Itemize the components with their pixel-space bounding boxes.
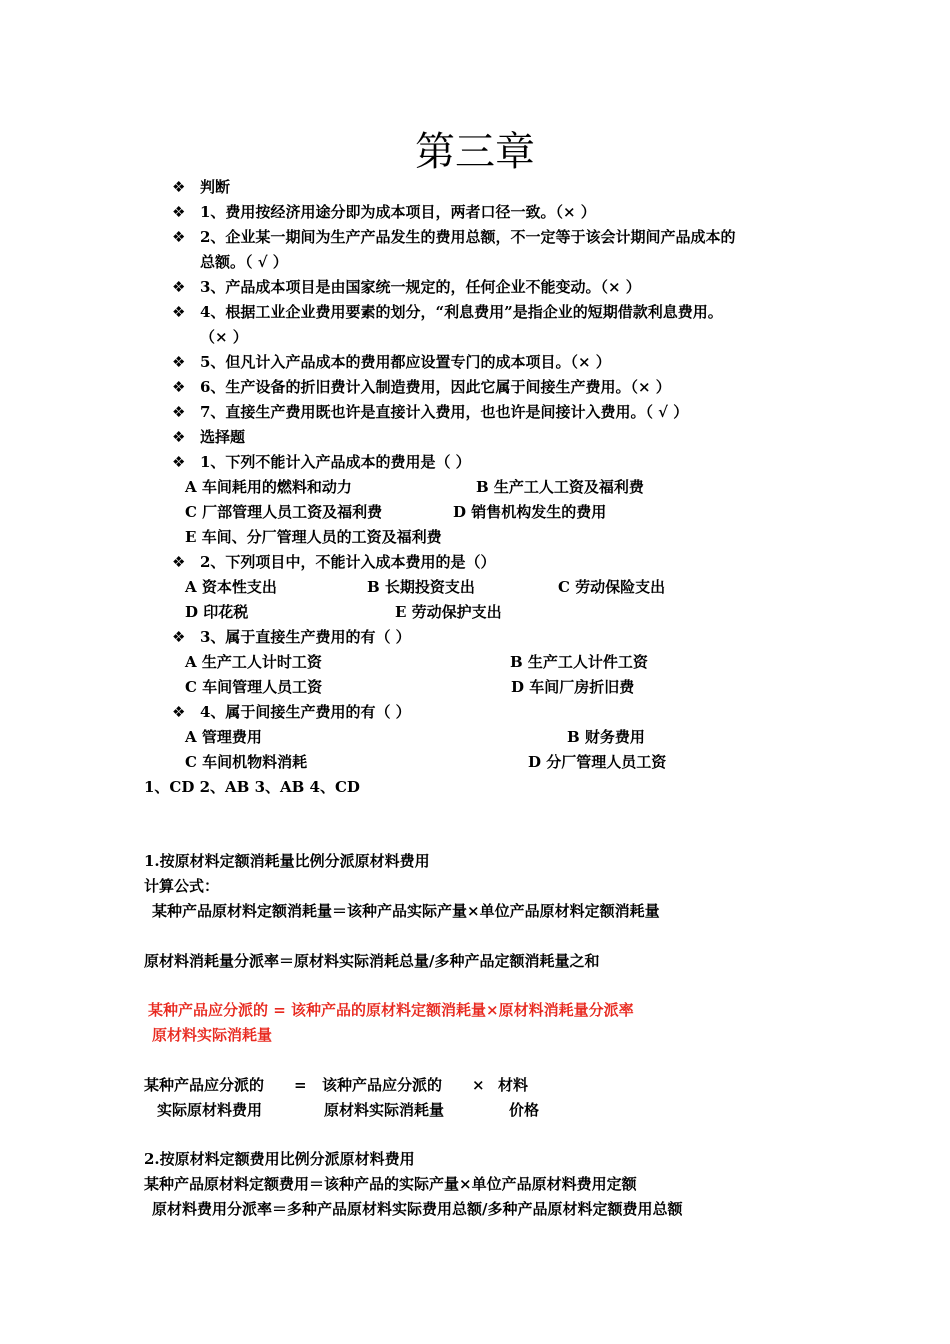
choice-option: B 生产工人工资及福利费 <box>476 478 644 496</box>
choice-question: 4、属于间接生产费用的有（ ） <box>200 703 411 721</box>
formula-line: 某种产品原材料定额消耗量＝该种产品实际产量×单位产品原材料定额消耗量 <box>152 902 660 920</box>
choice-question: 2、下列项目中，不能计入成本费用的是（） <box>200 553 496 571</box>
choice-option: C 车间机物料消耗 <box>185 753 308 771</box>
judgement-item: 5、但凡计入产品成本的费用都应设置专门的成本项目。（× ） <box>200 353 611 371</box>
formula-term: 原材料实际消耗量 <box>324 1101 445 1119</box>
bullet-icon: ❖ <box>172 428 186 446</box>
bullet-icon: ❖ <box>172 303 186 321</box>
formula-term: 某种产品应分派的 <box>144 1076 265 1094</box>
choice-option: C 厂部管理人员工资及福利费 <box>185 503 383 521</box>
bullet-icon: ❖ <box>172 228 186 246</box>
formula-operator: × <box>472 1076 485 1094</box>
choice-option: C 劳动保险支出 <box>558 578 666 596</box>
bullet-icon: ❖ <box>172 278 186 296</box>
judgement-heading: 判断 <box>200 178 231 196</box>
choice-question: 3、属于直接生产费用的有（ ） <box>200 628 411 646</box>
choice-option: E 车间、分厂管理人员的工资及福利费 <box>185 528 442 546</box>
method2-heading: 2.按原材料定额费用比例分派原材料费用 <box>144 1150 415 1168</box>
choice-option: B 生产工人计件工资 <box>510 653 648 671</box>
formula-term: 该种产品应分派的 <box>322 1076 443 1094</box>
choice-option: B 长期投资支出 <box>367 578 475 596</box>
choice-question: 1、下列不能计入产品成本的费用是（ ） <box>200 453 471 471</box>
formula-term: 价格 <box>509 1101 540 1119</box>
choice-option: A 车间耗用的燃料和动力 <box>185 478 352 496</box>
formula-line: 某种产品原材料定额费用＝该种产品的实际产量×单位产品原材料费用定额 <box>144 1175 637 1193</box>
judgement-item: 7、直接生产费用既也许是直接计入费用，也也许是间接计入费用。（ √ ） <box>200 403 689 421</box>
bullet-icon: ❖ <box>172 178 186 196</box>
bullet-icon: ❖ <box>172 628 186 646</box>
bullet-icon: ❖ <box>172 378 186 396</box>
judgement-item-continued: （× ） <box>200 328 248 346</box>
judgement-item: 6、生产设备的折旧费计入制造费用，因此它属于间接生产费用。（× ） <box>200 378 671 396</box>
bullet-icon: ❖ <box>172 453 186 471</box>
choice-option: D 印花税 <box>185 603 249 621</box>
choice-option: D 分厂管理人员工资 <box>528 753 667 771</box>
judgement-item-continued: 总额。（ √ ） <box>200 253 288 271</box>
formula-line: 原材料消耗量分派率＝原材料实际消耗总量/多种产品定额消耗量之和 <box>144 952 600 970</box>
choice-option: A 管理费用 <box>185 728 262 746</box>
choice-option: B 财务费用 <box>567 728 645 746</box>
formula-line: 原材料费用分派率＝多种产品原材料实际费用总额/多种产品原材料定额费用总额 <box>152 1200 683 1218</box>
formula-operator: = <box>294 1076 307 1094</box>
choice-option: C 车间管理人员工资 <box>185 678 323 696</box>
bullet-icon: ❖ <box>172 553 186 571</box>
formula-term: 实际原材料费用 <box>157 1101 263 1119</box>
bullet-icon: ❖ <box>172 203 186 221</box>
method1-heading: 1.按原材料定额消耗量比例分派原材料费用 <box>144 852 430 870</box>
formula-label: 计算公式： <box>144 877 220 895</box>
choice-option: D 车间厂房折旧费 <box>511 678 635 696</box>
choice-option: D 销售机构发生的费用 <box>453 503 607 521</box>
formula-term: 材料 <box>498 1076 529 1094</box>
answer-key: 1、CD 2、AB 3、AB 4、CD <box>144 778 360 796</box>
bullet-icon: ❖ <box>172 353 186 371</box>
judgement-item: 4、根据工业企业费用要素的划分，“利息费用”是指企业的短期借款利息费用。 <box>200 303 723 321</box>
formula-highlight: 某种产品应分派的 = 该种产品的原材料定额消耗量×原材料消耗量分派率 <box>148 1001 634 1019</box>
choice-option: A 资本性支出 <box>185 578 277 596</box>
choice-heading: 选择题 <box>200 428 246 446</box>
choice-option: A 生产工人计时工资 <box>185 653 322 671</box>
judgement-item: 2、企业某一期间为生产产品发生的费用总额，不一定等于该会计期间产品成本的 <box>200 228 736 246</box>
judgement-item: 3、产品成本项目是由国家统一规定的，任何企业不能变动。（× ） <box>200 278 641 296</box>
choice-option: E 劳动保护支出 <box>395 603 502 621</box>
judgement-item: 1、费用按经济用途分即为成本项目，两者口径一致。（× ） <box>200 203 596 221</box>
bullet-icon: ❖ <box>172 403 186 421</box>
bullet-icon: ❖ <box>172 703 186 721</box>
formula-highlight: 原材料实际消耗量 <box>152 1026 273 1044</box>
chapter-title: 第三章 <box>415 129 535 175</box>
